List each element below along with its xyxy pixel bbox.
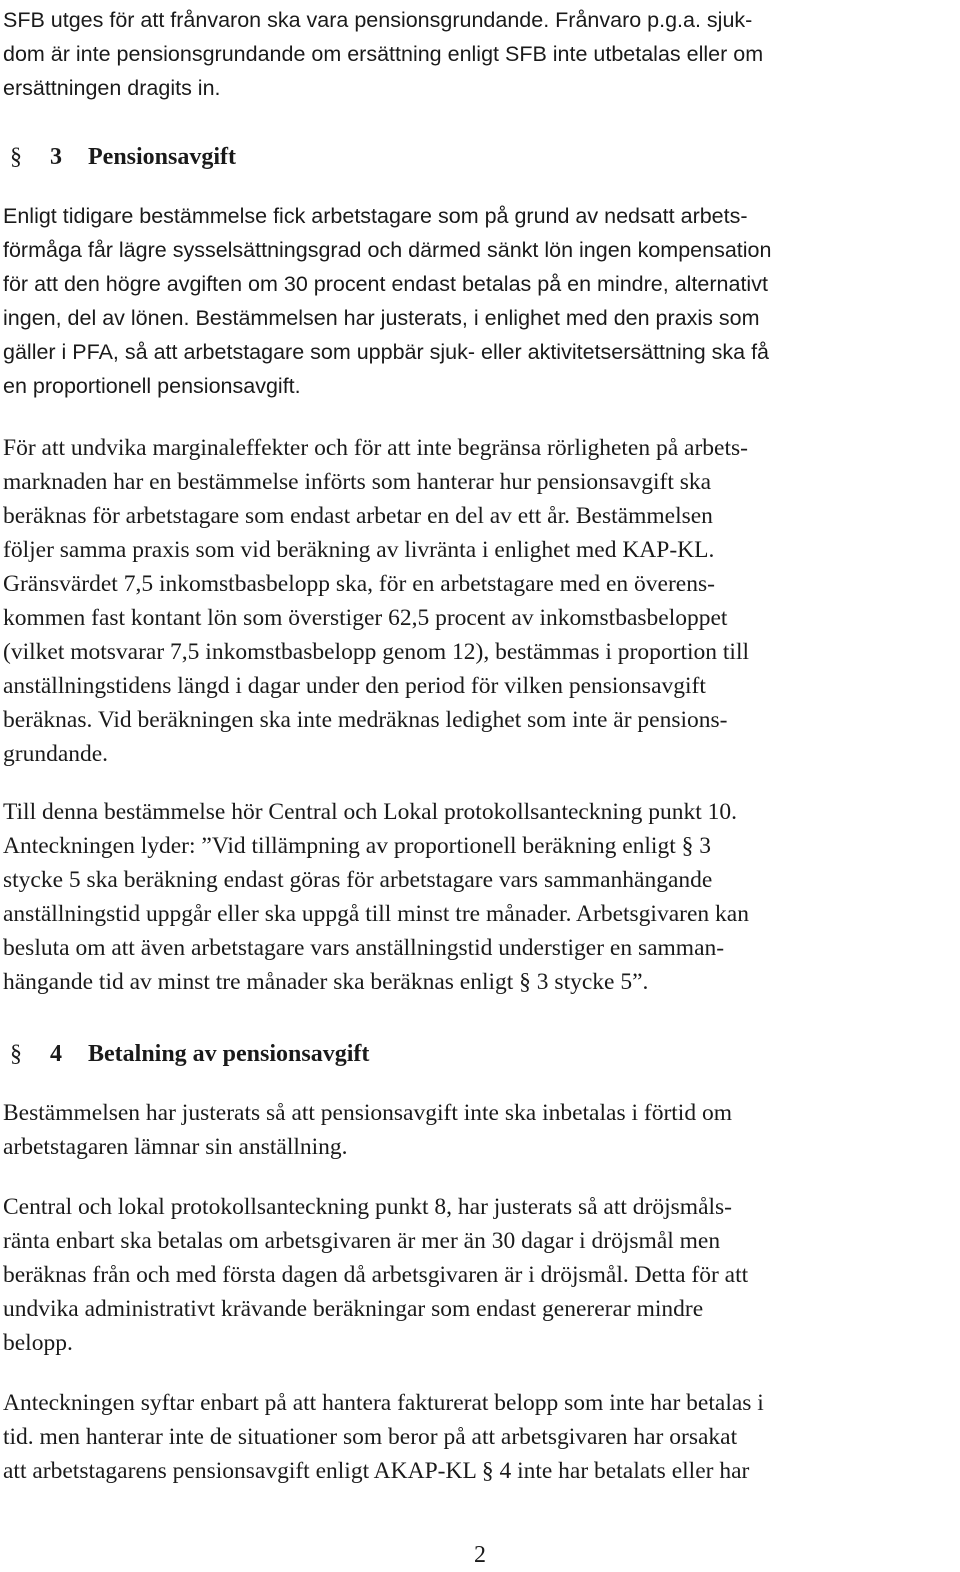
intro-line-1: SFB utges för att frånvaron ska vara pensionsgrundande. Frånvaro p.g.a. sjuk- [3, 8, 753, 32]
section-4-number: 4 [50, 1041, 62, 1067]
section-sign-icon: § [10, 1041, 22, 1067]
s4p1-line-2: arbetstagaren lämnar sin anställning. [3, 1134, 348, 1160]
s3p2-line-10: grundande. [3, 741, 109, 767]
s4p2-line-5: belopp. [3, 1330, 73, 1356]
s3p2-line-1: För att undvika marginaleffekter och för att inte begränsa rörligheten på arbets- [3, 435, 748, 461]
s3p2-line-2: marknaden har en bestämmelse införts som hanterar hur pensionsavgift ska [3, 469, 712, 495]
s3p1-line-1: Enligt tidigare bestämmelse fick arbetstagare som på grund av nedsatt arbets- [3, 204, 748, 228]
s3p3-line-2: Anteckningen lyder: ”Vid tillämpning av proportionell beräkning enligt § 3 [3, 833, 711, 859]
page-number: 2 [474, 1542, 486, 1568]
s3p2-line-7: (vilket motsvarar 7,5 inkomstbasbelopp genom 12), bestämmas i proportion till [3, 639, 750, 665]
section-3-heading [10, 140, 236, 174]
s4p3-line-3: att arbetstagarens pensionsavgift enligt AKAP-KL § 4 inte har betalats eller har [3, 1458, 750, 1484]
intro-paragraph [3, 3, 958, 105]
intro-line-2: dom är inte pensionsgrundande om ersättning enligt SFB inte utbetalas eller om [3, 42, 764, 66]
section-sign-icon: § [10, 144, 22, 170]
s3p2-line-4: följer samma praxis som vid beräkning av livränta i enlighet med KAP-KL. [3, 537, 715, 563]
s3p3-line-5: besluta om att även arbetstagare vars anställningstid understiger en samman- [3, 935, 725, 961]
section-4-paragraph-3 [3, 1386, 958, 1488]
section-3-paragraph-1 [3, 199, 958, 403]
s3p3-line-6: hängande tid av minst tre månader ska beräknas enligt § 3 stycke 5”. [3, 969, 649, 995]
s4p2-line-1: Central och lokal protokollsanteckning punkt 8, har justerats så att dröjsmåls- [3, 1194, 732, 1220]
s3p3-line-4: anställningstid uppgår eller ska uppgå till minst tre månader. Arbetsgivaren kan [3, 901, 749, 927]
s3p1-line-5: gäller i PFA, så att arbetstagare som uppbär sjuk- eller aktivitetsersättning ska få [3, 340, 770, 364]
s3p1-line-3: för att den högre avgiften om 30 procent endast betalas på en mindre, alternativt [3, 272, 768, 296]
s3p3-line-1: Till denna bestämmelse hör Central och Lokal protokollsanteckning punkt 10. [3, 799, 738, 825]
s3p1-line-4: ingen, del av lönen. Bestämmelsen har justerats, i enlighet med den praxis som [3, 306, 760, 330]
s3p2-line-6: kommen fast kontant lön som överstiger 62,5 procent av inkomstbasbeloppet [3, 605, 728, 631]
s4p1-line-1: Bestämmelsen har justerats så att pensionsavgift inte ska inbetalas i förtid om [3, 1100, 732, 1126]
section-4-paragraph-2 [3, 1190, 958, 1360]
s4p2-line-2: ränta enbart ska betalas om arbetsgivaren är mer än 30 dagar i dröjsmål men [3, 1228, 721, 1254]
s4p3-line-1: Anteckningen syftar enbart på att hantera fakturerat belopp som inte har betalas i [3, 1390, 764, 1416]
s3p1-line-6: en proportionell pensionsavgift. [3, 374, 301, 398]
s3p2-line-5: Gränsvärdet 7,5 inkomstbasbelopp ska, för en arbetstagare med en överens- [3, 571, 715, 597]
section-4-paragraph-1 [3, 1096, 958, 1164]
s4p2-line-4: undvika administrativt krävande beräkningar som endast genererar mindre [3, 1296, 704, 1322]
section-4-title: Betalning av pensionsavgift [88, 1041, 370, 1067]
s3p2-line-3: beräknas för arbetstagare som endast arbetar en del av ett år. Bestämmelsen [3, 503, 713, 529]
s3p2-line-8: anställningstidens längd i dagar under den period för vilken pensionsavgift [3, 673, 706, 699]
section-3-number: 3 [50, 144, 62, 170]
s3p3-line-3: stycke 5 ska beräkning endast göras för arbetstagare vars sammanhängande [3, 867, 713, 893]
section-3-paragraph-2 [3, 431, 958, 771]
s4p3-line-2: tid. men hanterar inte de situationer som beror på att arbetsgivaren har orsakat [3, 1424, 738, 1450]
intro-line-3: ersättningen dragits in. [3, 76, 221, 100]
s3p1-line-2: förmåga får lägre sysselsättningsgrad och därmed sänkt lön ingen kompensation [3, 238, 772, 262]
s4p2-line-3: beräknas från och med första dagen då arbetsgivaren är i dröjsmål. Detta för att [3, 1262, 749, 1288]
section-3-paragraph-3 [3, 795, 958, 999]
section-4-heading [10, 1037, 369, 1071]
section-3-title: Pensionsavgift [88, 144, 237, 170]
s3p2-line-9: beräknas. Vid beräkningen ska inte medräknas ledighet som inte är pensions- [3, 707, 728, 733]
